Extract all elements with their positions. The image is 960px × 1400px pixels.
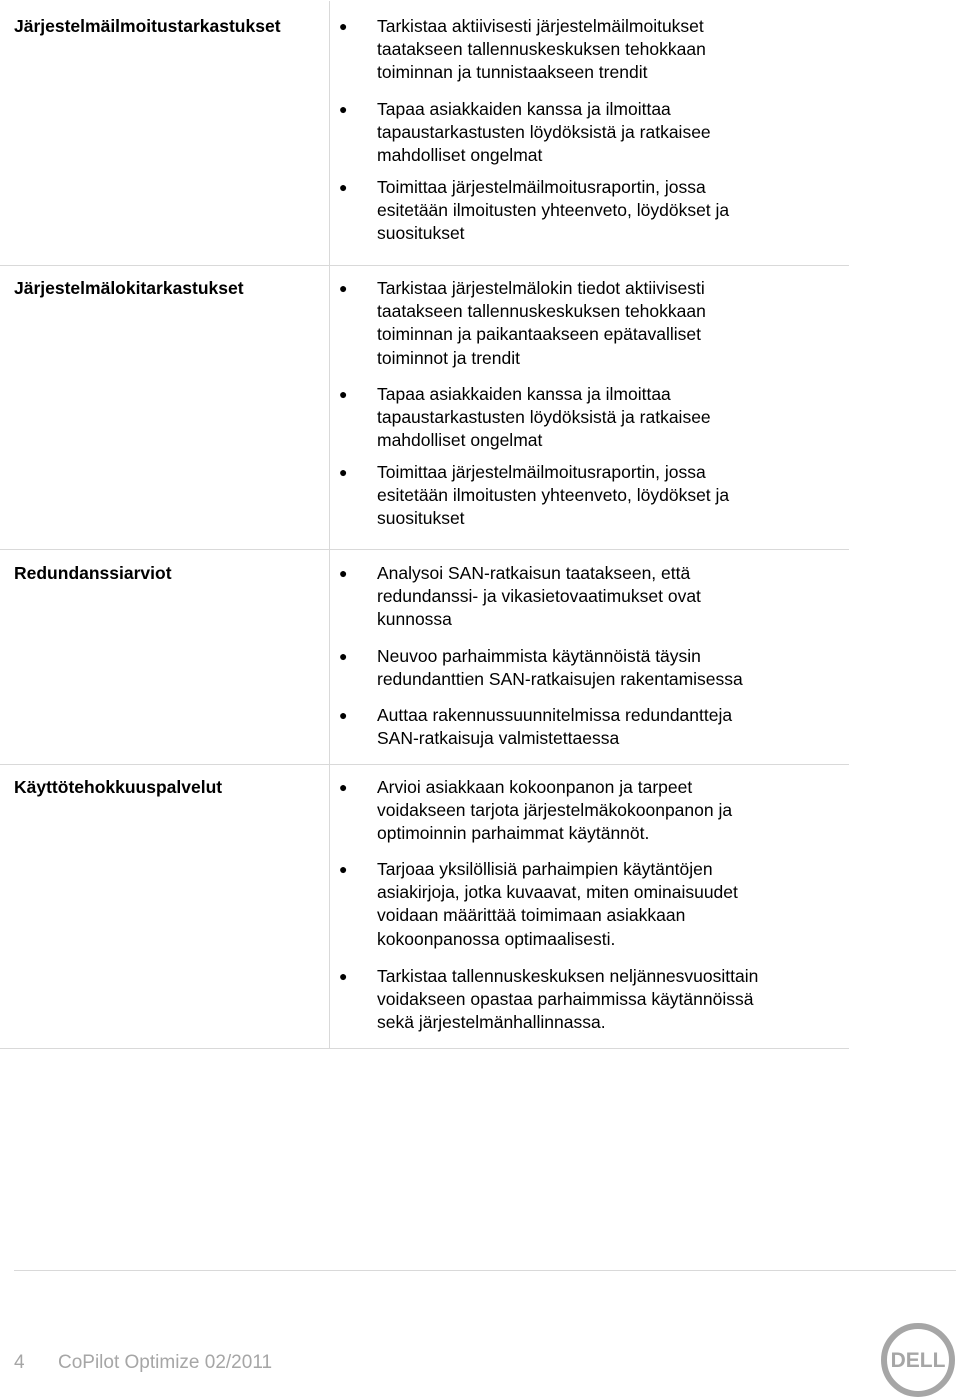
row-label: Redundanssiarviot [14, 563, 172, 583]
item-text-line: voidakseen tarjota järjestelmäkokoonpanon ja [377, 800, 733, 821]
item-text-line: voidaan määrittää toimimaan asiakkaan [377, 905, 686, 926]
row-divider [0, 764, 849, 765]
item-text-line: Toimittaa järjestelmäilmoitusraportin, jossa [377, 177, 706, 197]
item-text-line: Neuvoo parhaimmista käytännöistä täysin [377, 646, 701, 666]
item-text-line: suositukset [377, 223, 465, 244]
list-item [333, 277, 706, 370]
row-divider [0, 549, 849, 550]
row-label: Käyttötehokkuuspalvelut [14, 777, 223, 797]
list-item [333, 965, 758, 1035]
bullet-icon: ● [339, 280, 348, 296]
item-text-line: Auttaa rakennussuunnitelmissa redundantteja [377, 705, 733, 725]
item-text-line: kokoonpanossa optimaalisesti. [377, 928, 616, 949]
column-divider [329, 1, 330, 265]
row-divider [0, 1048, 849, 1049]
list-item [333, 858, 738, 951]
bullet-icon: ● [339, 18, 348, 34]
list-item [333, 776, 732, 846]
item-text-line: Tarjoaa yksilöllisiä parhaimpien käytäntöjen [377, 859, 713, 879]
item-text-line: asiakirjoja, jotka kuvaavat, miten ominaisuudet [377, 882, 738, 903]
item-text-line: optimoinnin parhaimmat käytännöt. [377, 823, 650, 844]
bullet-icon: ● [339, 648, 348, 664]
item-text-line: redundanssi- ja vikasietovaatimukset ovat [377, 586, 701, 607]
footer-doc-title: CoPilot Optimize 02/2011 [58, 1352, 273, 1373]
bullet-icon: ● [339, 386, 348, 402]
list-item [333, 176, 729, 246]
item-text-line: Tapaa asiakkaiden kanssa ja ilmoittaa [377, 384, 671, 404]
item-text-line: taatakseen tallennuskeskuksen tehokkaan [377, 301, 706, 322]
item-text-line: Arvioi asiakkaan kokoonpanon ja tarpeet [377, 777, 693, 797]
item-text-line: esitetään ilmoitusten yhteenveto, löydökset ja [377, 485, 730, 506]
list-item [333, 15, 706, 85]
item-text-line: Tarkistaa järjestelmälokin tiedot aktiivisesti [377, 278, 705, 298]
list-item [333, 562, 701, 632]
bullet-icon: ● [339, 179, 348, 195]
list-item [333, 704, 732, 750]
list-item [333, 383, 711, 453]
item-text-line: Toimittaa järjestelmäilmoitusraportin, jossa [377, 462, 706, 482]
item-text-line: Tarkistaa tallennuskeskuksen neljännesvuosittain [377, 966, 759, 986]
list-item [333, 98, 711, 168]
table-row [0, 277, 849, 549]
item-text-line: Tarkistaa aktiivisesti järjestelmäilmoitukset [377, 16, 704, 36]
bullet-icon: ● [339, 968, 348, 984]
column-divider [329, 263, 330, 549]
list-item [333, 461, 729, 531]
table-row [0, 562, 849, 764]
item-text-line: redundanttien SAN-ratkaisujen rakentamisessa [377, 669, 743, 690]
bullet-icon: ● [339, 707, 348, 723]
item-text-line: Analysoi SAN-ratkaisun taatakseen, että [377, 563, 691, 583]
item-text-line: toiminnot ja trendit [377, 347, 520, 368]
item-text-line: esitetään ilmoitusten yhteenveto, löydökset ja [377, 200, 730, 221]
column-divider [329, 548, 330, 764]
item-text-line: mahdolliset ongelmat [377, 430, 543, 451]
row-label: Järjestelmälokitarkastukset [14, 278, 244, 298]
bullet-icon: ● [339, 565, 348, 581]
bullet-icon: ● [339, 101, 348, 117]
table-row [0, 15, 849, 265]
item-text-line: SAN-ratkaisuja valmistettaessa [377, 728, 620, 749]
item-text-line: tapaustarkastusten löydöksistä ja ratkaisee [377, 122, 711, 143]
item-text-line: tapaustarkastusten löydöksistä ja ratkaisee [377, 407, 711, 428]
table-row [0, 776, 849, 1048]
item-text-line: taatakseen tallennuskeskuksen tehokkaan [377, 39, 706, 60]
row-label: Järjestelmäilmoitustarkastukset [14, 16, 281, 36]
item-text-line: sekä järjestelmänhallinnassa. [377, 1012, 606, 1033]
bullet-icon: ● [339, 861, 348, 877]
item-text-line: suositukset [377, 508, 465, 529]
list-item [333, 645, 743, 691]
bullet-icon: ● [339, 464, 348, 480]
page-number: 4 [14, 1352, 25, 1373]
column-divider [329, 762, 330, 1048]
item-text-line: kunnossa [377, 609, 452, 630]
item-text-line: toiminnan ja tunnistaakseen trendit [377, 62, 648, 83]
dell-logo [880, 1322, 956, 1398]
footer-divider [14, 1270, 956, 1271]
item-text-line: voidakseen opastaa parhaimmissa käytännöissä [377, 989, 754, 1010]
row-divider [0, 265, 849, 266]
bullet-icon: ● [339, 779, 348, 795]
item-text-line: mahdolliset ongelmat [377, 145, 543, 166]
logo-text: DELL [890, 1349, 946, 1372]
item-text-line: toiminnan ja paikantaakseen epätavalliset [377, 324, 701, 345]
item-text-line: Tapaa asiakkaiden kanssa ja ilmoittaa [377, 99, 671, 119]
